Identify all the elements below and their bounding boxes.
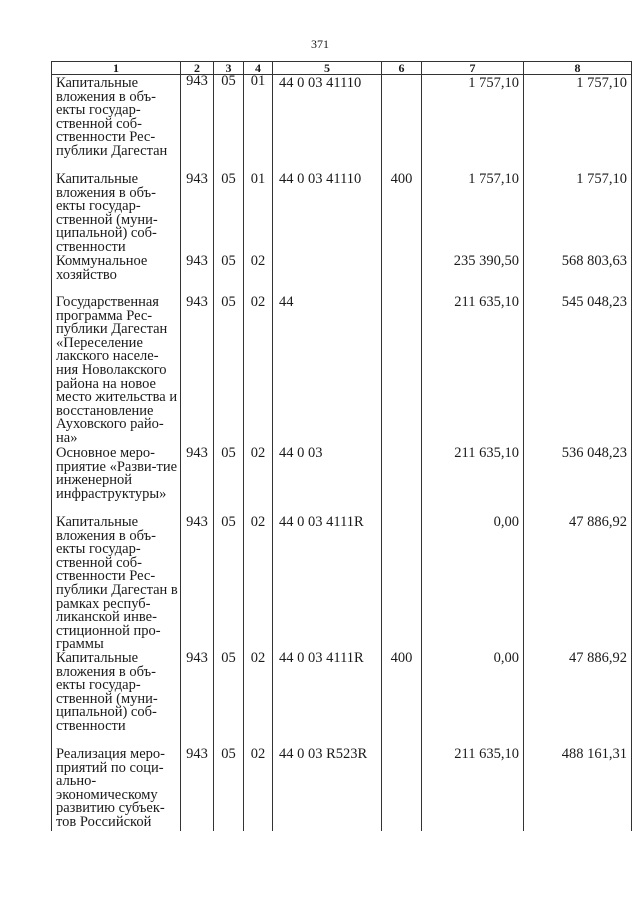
- row-pr: 02: [244, 516, 273, 652]
- row-sum-col7: 211 635,10: [422, 296, 524, 447]
- row-rz: 05: [214, 75, 244, 174]
- row-rz: 05: [214, 173, 244, 255]
- row-pr: 02: [244, 296, 273, 447]
- page-number: 371: [311, 37, 329, 51]
- row-name: Капитальные вложения в объ-екты государ-ственной соб-ственности Рес-публики Дагестан: [52, 75, 181, 174]
- row-vr: [382, 748, 422, 831]
- column-header-3: 3: [214, 62, 244, 75]
- row-sum-col7: 211 635,10: [422, 447, 524, 516]
- column-header-7: 7: [422, 62, 524, 75]
- row-csr: 44 0 03 R523R: [273, 748, 382, 831]
- row-csr: 44 0 03 41110: [273, 75, 382, 174]
- column-header-1: 1: [52, 62, 181, 75]
- row-name: Реализация меро-приятий по соци-ально-экономическому развитию субъек-тов Российской: [52, 748, 181, 831]
- row-sum-col8: 1 757,10: [524, 75, 632, 174]
- row-rz: 05: [214, 652, 244, 748]
- row-vr: 400: [382, 652, 422, 748]
- column-header-5: 5: [273, 62, 382, 75]
- table-row: [52, 75, 632, 174]
- row-csr: 44 0 03 4111R: [273, 516, 382, 652]
- row-name: Капитальные вложения в объ-екты государ-ственной (муни-ципальной) соб-ственности: [52, 652, 181, 748]
- row-sum-col8: 568 803,63: [524, 255, 632, 296]
- row-sum-col8: 47 886,92: [524, 652, 632, 748]
- column-header-2: 2: [181, 62, 214, 75]
- row-name: Капитальные вложения в объ-екты государ-ственной соб-ственности Рес-публики Дагестан в рамках респуб-ликанской инве-стиционной про-граммы: [52, 516, 181, 652]
- row-sum-col7: 1 757,10: [422, 75, 524, 174]
- row-rz: 05: [214, 296, 244, 447]
- row-name: Основное меро-приятие «Разви-тие инженерной инфраструктуры»: [52, 447, 181, 516]
- row-gr: 943: [181, 296, 214, 447]
- row-gr: 943: [181, 652, 214, 748]
- row-csr: [273, 255, 382, 296]
- table-row: [52, 296, 632, 447]
- row-vr: [382, 255, 422, 296]
- row-sum-col7: 235 390,50: [422, 255, 524, 296]
- table-row: [52, 255, 632, 296]
- table-row: [52, 516, 632, 652]
- row-name: Коммунальное хозяйство: [52, 255, 181, 296]
- row-csr: 44 0 03 4111R: [273, 652, 382, 748]
- table-row: [52, 748, 632, 831]
- row-pr: 02: [244, 652, 273, 748]
- header-row: [52, 62, 632, 75]
- row-sum-col8: 536 048,23: [524, 447, 632, 516]
- table-row: [52, 652, 632, 748]
- row-vr: [382, 296, 422, 447]
- row-vr: [382, 75, 422, 174]
- row-gr: 943: [181, 447, 214, 516]
- row-name: Государственная программа Рес-публики Дагестан «Переселение лакского населе-ния Новолакского района на новое место жительства и восстановление Ауховского райо-на»: [52, 296, 181, 447]
- row-rz: 05: [214, 516, 244, 652]
- row-pr: 02: [244, 447, 273, 516]
- row-gr: 943: [181, 748, 214, 831]
- row-vr: [382, 516, 422, 652]
- row-sum-col8: 1 757,10: [524, 173, 632, 255]
- row-pr: 02: [244, 255, 273, 296]
- table-body: [52, 75, 632, 832]
- row-csr: 44 0 03: [273, 447, 382, 516]
- column-header-6: 6: [382, 62, 422, 75]
- row-gr: 943: [181, 173, 214, 255]
- budget-table: [51, 61, 632, 831]
- table-row: [52, 173, 632, 255]
- row-sum-col7: 211 635,10: [422, 748, 524, 831]
- row-sum-col7: 0,00: [422, 652, 524, 748]
- row-gr: 943: [181, 75, 214, 174]
- row-sum-col7: 1 757,10: [422, 173, 524, 255]
- row-pr: 01: [244, 75, 273, 174]
- row-gr: 943: [181, 255, 214, 296]
- row-name: Капитальные вложения в объ-екты государ-ственной (муни-ципальной) соб-ственности: [52, 173, 181, 255]
- row-csr: 44 0 03 41110: [273, 173, 382, 255]
- row-csr: 44: [273, 296, 382, 447]
- row-sum-col8: 488 161,31: [524, 748, 632, 831]
- table-header: [52, 62, 632, 75]
- row-vr: 400: [382, 173, 422, 255]
- row-sum-col8: 47 886,92: [524, 516, 632, 652]
- column-header-4: 4: [244, 62, 273, 75]
- column-header-8: 8: [524, 62, 632, 75]
- row-pr: 02: [244, 748, 273, 831]
- row-vr: [382, 447, 422, 516]
- row-rz: 05: [214, 255, 244, 296]
- row-rz: 05: [214, 447, 244, 516]
- row-pr: 01: [244, 173, 273, 255]
- row-gr: 943: [181, 516, 214, 652]
- table-row: [52, 447, 632, 516]
- row-rz: 05: [214, 748, 244, 831]
- row-sum-col7: 0,00: [422, 516, 524, 652]
- row-sum-col8: 545 048,23: [524, 296, 632, 447]
